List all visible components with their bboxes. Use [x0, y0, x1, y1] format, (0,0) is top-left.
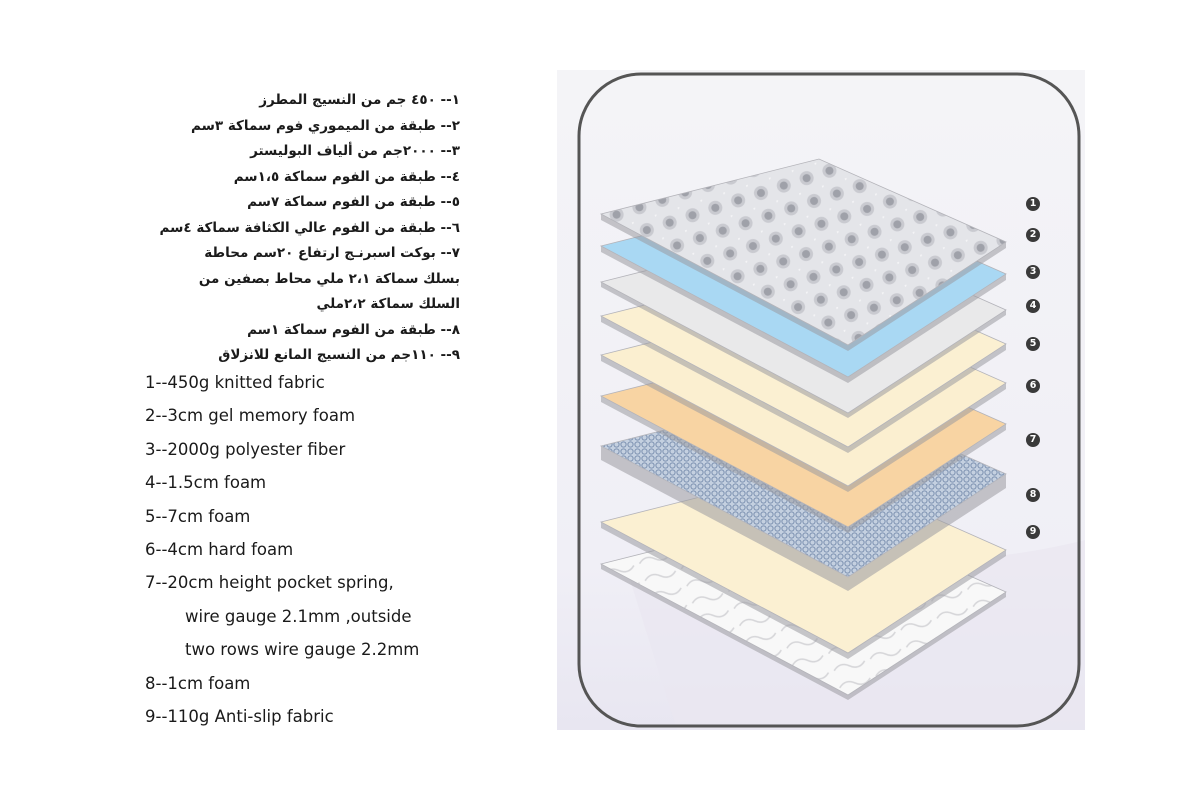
english-spec-line: 7--20cm height pocket spring,	[145, 573, 394, 593]
arabic-spec-line: ٥-- طبقة من الفوم سماكة ٧سم	[247, 194, 460, 210]
arabic-spec-line: ٦-- طبقة من الفوم عالي الكثافة سماكة ٤سم	[159, 219, 460, 236]
english-spec-line: wire gauge 2.1mm ,outside	[185, 606, 412, 626]
arabic-spec-line: ٢-- طبقة من الميموري فوم سماكة ٣سم	[191, 117, 460, 134]
english-spec-line: 8--1cm foam	[145, 673, 251, 693]
arabic-spec-line: ٧-- بوكت اسبرنـج ارتفاع ٢٠سم محاطة	[204, 245, 460, 261]
english-spec-line: two rows wire gauge 2.2mm	[185, 640, 420, 660]
arabic-spec-line: ٨-- طبقة من الفوم سماكة ١سم	[247, 321, 460, 338]
arabic-spec-line: ٩-- ١١٠جم من النسيج المانع للانزلاق	[218, 347, 460, 363]
english-spec-line: 4--1.5cm foam	[145, 473, 267, 493]
layer-number-badge: 6	[1026, 379, 1040, 393]
layer-number-badge: 1	[1026, 197, 1040, 211]
layer-number-badge: 2	[1026, 228, 1040, 242]
arabic-spec-line: ٣-- ٢٠٠٠جم من ألياف البوليستر	[250, 143, 460, 159]
arabic-spec-line: ٤-- طبقة من الفوم سماكة ١،٥سم	[233, 168, 460, 185]
arabic-spec-list	[130, 88, 460, 369]
layer-number-badge: 8	[1026, 488, 1040, 502]
english-spec-line: 1--450g knitted fabric	[145, 373, 325, 392]
mattress-layer-diagram	[557, 70, 1085, 730]
english-spec-list	[145, 366, 485, 733]
layer-number-badge: 3	[1026, 265, 1040, 279]
layer-number-badge: 7	[1026, 433, 1040, 447]
diagram-canvas	[557, 70, 1085, 730]
layer-number-badge: 4	[1026, 299, 1040, 313]
arabic-spec-line: ١-- ٤٥٠ جم من النسيج المطرز	[259, 92, 460, 108]
layer-number-badge: 5	[1026, 337, 1040, 351]
english-spec-line: 9--110g Anti-slip fabric	[145, 706, 334, 726]
english-spec-line: 3--2000g polyester fiber	[145, 439, 346, 459]
layer-number-badge: 9	[1026, 525, 1040, 539]
english-spec-line: 2--3cm gel memory foam	[145, 406, 356, 426]
arabic-spec-line: السلك سماكة ٢،٢ملي	[316, 296, 460, 312]
arabic-spec-line: بسلك سماكة ٢،١ ملي محاط بصفين من	[198, 270, 460, 287]
english-spec-line: 5--7cm foam	[145, 506, 251, 526]
english-spec-line: 6--4cm hard foam	[145, 539, 294, 559]
